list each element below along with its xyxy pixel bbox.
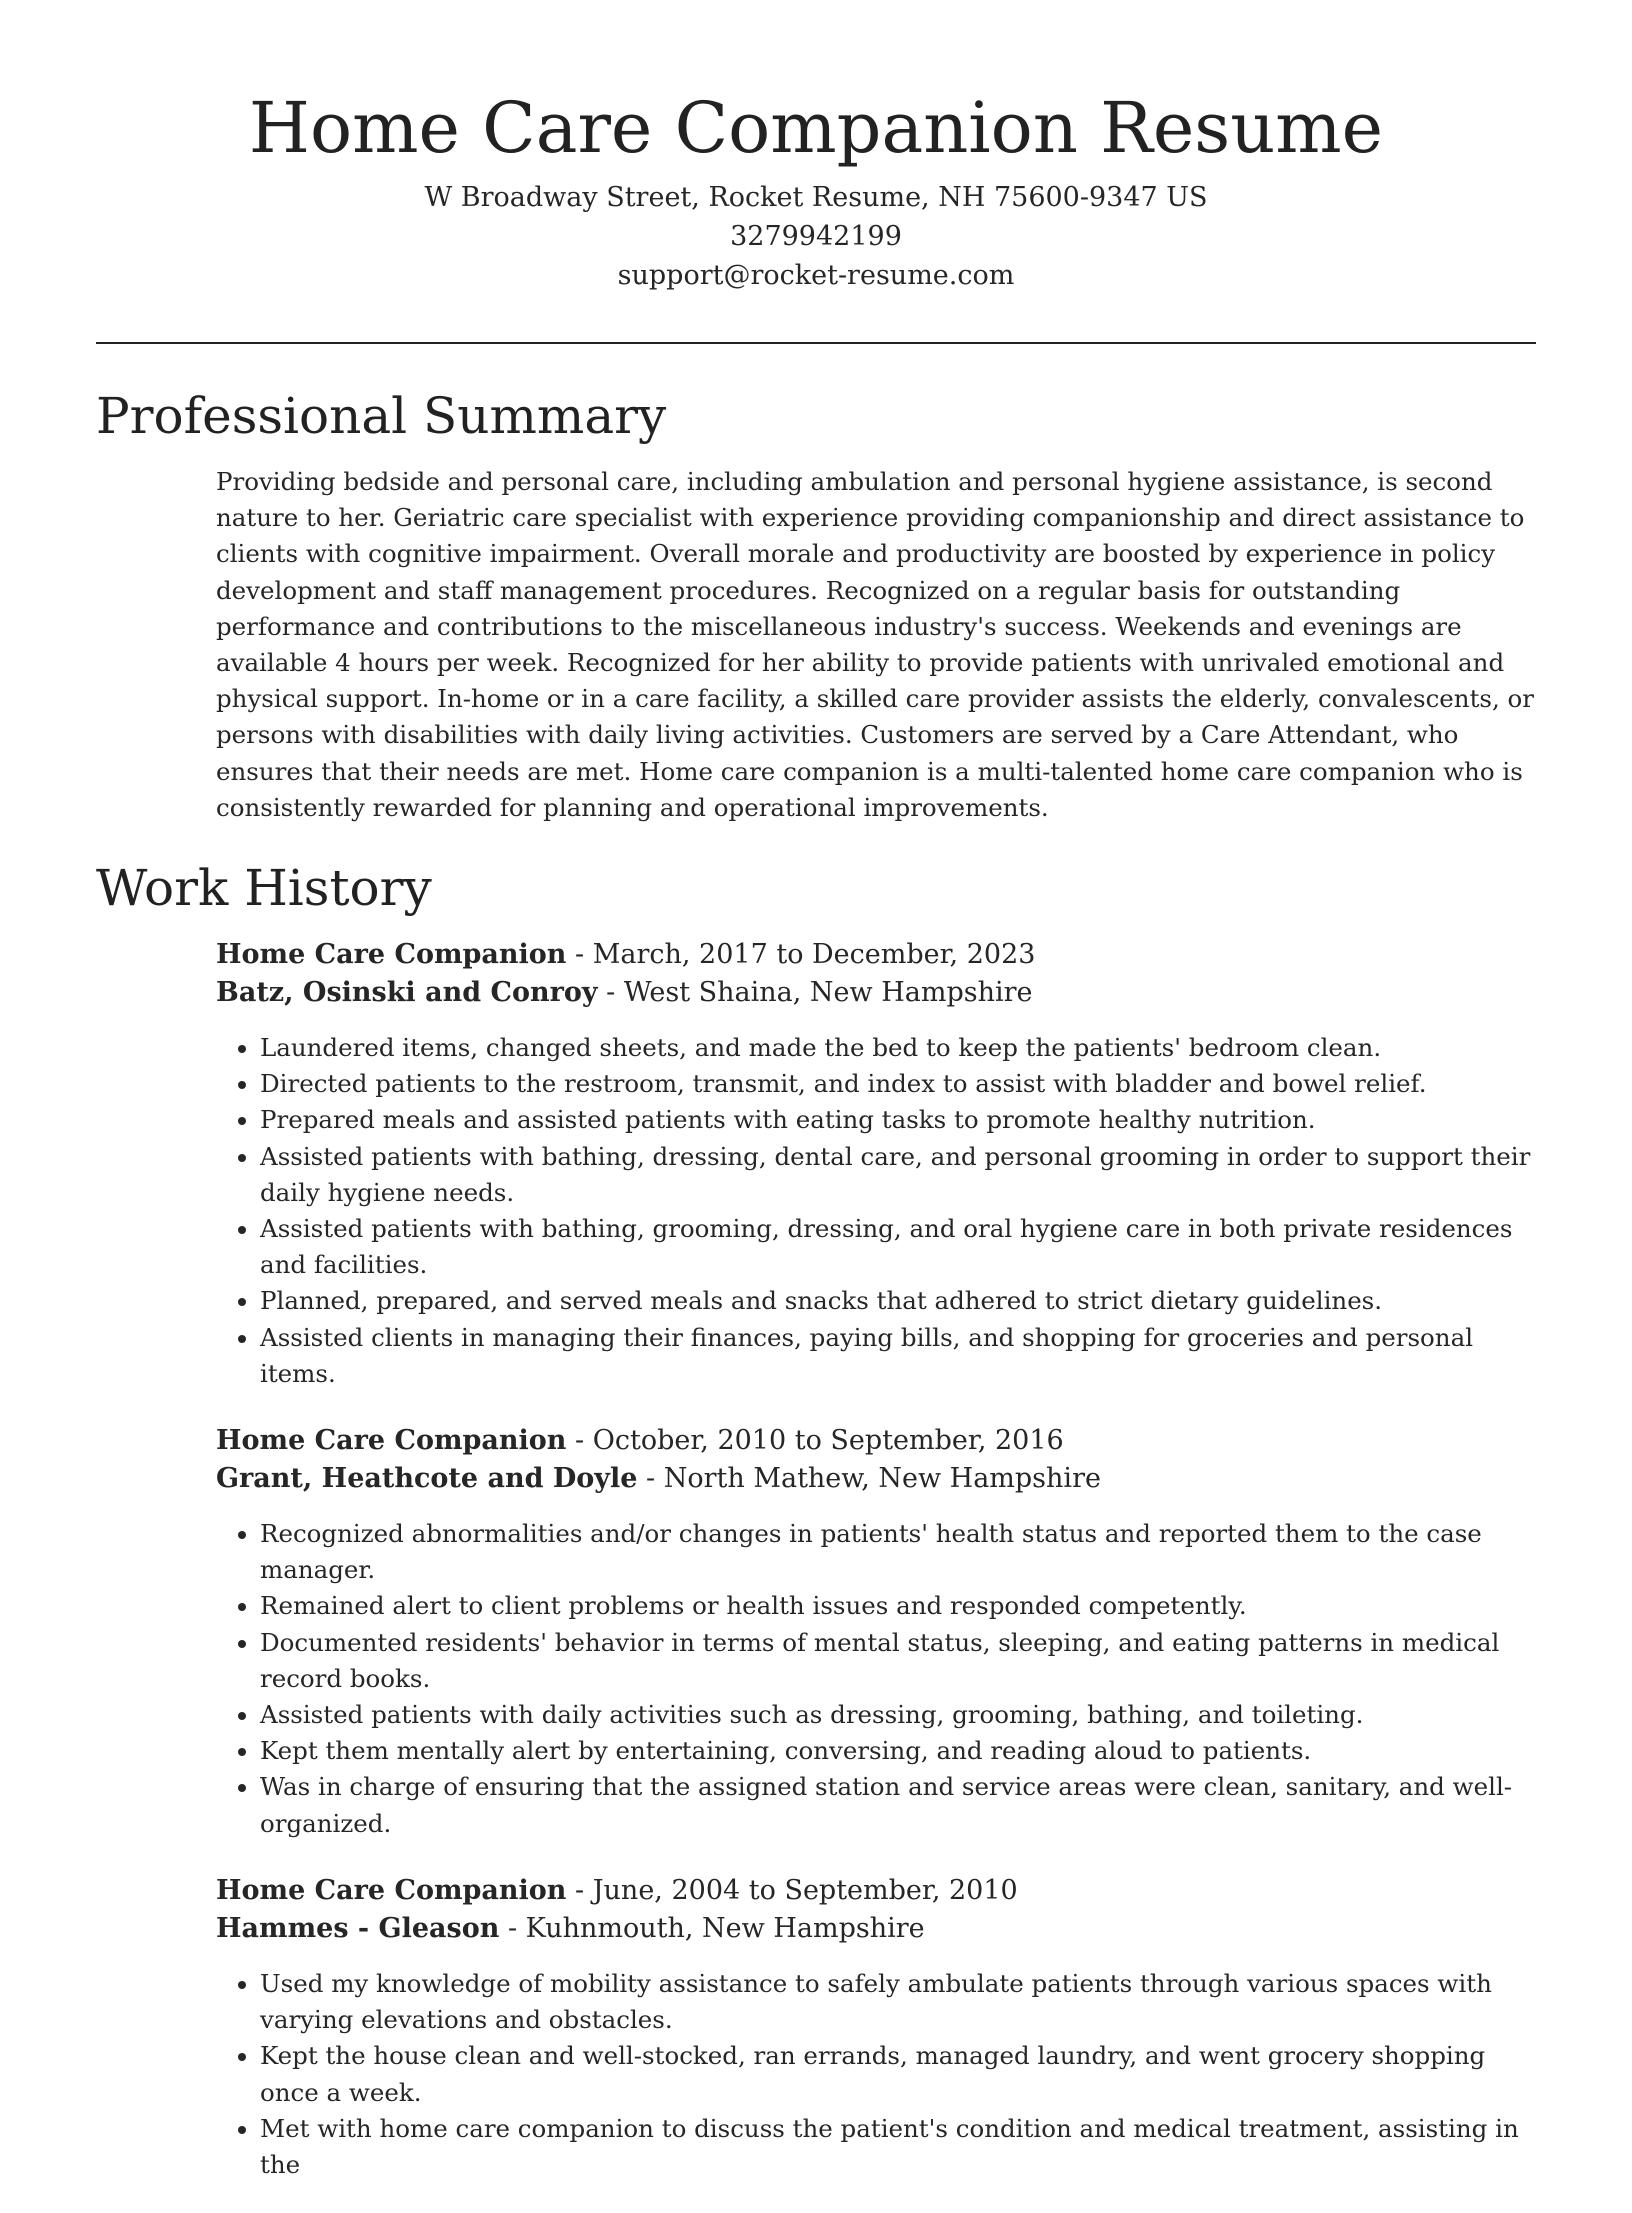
job-dates: June, 2004 to September, 2010	[592, 1874, 1018, 1906]
job-location: Kuhnmouth, New Hampshire	[525, 1912, 925, 1944]
list-item: • Laundered items, changed sheets, and made the bed to keep the patients' bedroom clean.	[260, 1030, 1536, 1066]
job-separator: -	[637, 1463, 664, 1495]
summary-heading: Professional Summary	[96, 387, 667, 445]
list-item: • Assisted patients with bathing, dressing, dental care, and personal grooming in order to support their daily hygiene needs.	[260, 1139, 1536, 1211]
work-history-body	[216, 936, 1536, 2183]
header-divider	[96, 342, 1536, 344]
list-item: • Documented residents' behavior in terms of mental status, sleeping, and eating patterns in medical record books.	[260, 1625, 1536, 1697]
list-item: • Was in charge of ensuring that the assigned station and service areas were clean, sanitary, and well-organized.	[260, 1769, 1536, 1841]
job-location: North Mathew, New Hampshire	[663, 1463, 1101, 1495]
job-duties-list	[216, 1966, 1536, 2183]
list-item: • Prepared meals and assisted patients with eating tasks to promote healthy nutrition.	[260, 1102, 1536, 1138]
list-item: • Assisted patients with bathing, grooming, dressing, and oral hygiene care in both private residences and facilities.	[260, 1211, 1536, 1283]
job-entry	[216, 936, 1536, 1392]
page-title: Home Care Companion Resume	[248, 87, 1384, 169]
work-history-heading: Work History	[96, 859, 432, 918]
list-item: • Kept them mentally alert by entertaining, conversing, and reading aloud to patients.	[260, 1733, 1536, 1769]
list-item: • Recognized abnormalities and/or changes in patients' health status and reported them to the case manager.	[260, 1516, 1536, 1588]
job-dates: October, 2010 to September, 2016	[592, 1425, 1064, 1457]
job-title: Home Care Companion	[216, 939, 567, 971]
job-company-line	[216, 1910, 1536, 1948]
list-item: • Used my knowledge of mobility assistance to safely ambulate patients through various spaces with varying elevations and obstacles.	[260, 1966, 1536, 2038]
list-item: • Assisted clients in managing their finances, paying bills, and shopping for groceries and personal items.	[260, 1320, 1536, 1392]
job-entry	[216, 1422, 1536, 1842]
phone-text: 3279942199	[730, 221, 902, 252]
list-item: • Kept the house clean and well-stocked, ran errands, managed laundry, and went grocery shopping once a week.	[260, 2038, 1536, 2110]
job-dates: March, 2017 to December, 2023	[592, 939, 1036, 971]
job-company: Grant, Heathcote and Doyle	[216, 1463, 638, 1495]
job-duties-list	[216, 1030, 1536, 1392]
list-item: • Directed patients to the restroom, transmit, and index to assist with bladder and bowel relief.	[260, 1066, 1536, 1102]
work-history-section	[96, 852, 1536, 2183]
job-duties-list	[216, 1516, 1536, 1842]
job-separator: -	[566, 1425, 593, 1457]
job-company-line	[216, 974, 1536, 1012]
job-title: Home Care Companion	[216, 1425, 567, 1457]
list-item: • Assisted patients with daily activities such as dressing, grooming, bathing, and toileting.	[260, 1697, 1536, 1733]
job-location: West Shaina, New Hampshire	[623, 977, 1033, 1009]
job-separator: -	[566, 1874, 593, 1906]
summary-body	[216, 464, 1536, 826]
job-separator: -	[499, 1912, 526, 1944]
list-item: • Planned, prepared, and served meals and snacks that adhered to strict dietary guidelines.	[260, 1283, 1536, 1319]
job-title: Home Care Companion	[216, 1874, 567, 1906]
email-text: support@rocket-resume.com	[617, 260, 1015, 291]
job-title-line	[216, 1422, 1536, 1460]
address-text: W Broadway Street, Rocket Resume, NH 75600-9347 US	[424, 182, 1208, 213]
summary-section	[96, 380, 1536, 826]
list-item: • Remained alert to client problems or health issues and responded competently.	[260, 1588, 1536, 1624]
contact-info	[96, 178, 1536, 295]
job-title-line	[216, 936, 1536, 974]
job-title-line	[216, 1872, 1536, 1910]
job-entry	[216, 1872, 1536, 2183]
list-item: • Met with home care companion to discuss the patient's condition and medical treatment, assisting in the	[260, 2111, 1536, 2183]
resume-content	[96, 380, 1536, 2213]
summary-text: Providing bedside and personal care, including ambulation and personal hygiene assistance, is second nature to her. Geriatric care specialist with experience providing companionship and direct assistance to clients with cognitive impairment. Overall morale and productivity are boosted by experience in policy development and staff management procedures. Recognized on a regular basis for outstanding performance and contributions to the miscellaneous industry's success. Weekends and evenings are available 4 hours per week. Recognized for her ability to provide patients with unrivaled emotional and physical support. In-home or in a care facility, a skilled care provider assists the elderly, convalescents, or persons with disabilities with daily living activities. Customers are served by a Care Attendant, who ensures that their needs are met. Home care companion is a multi-talented home care companion who is consistently rewarded for planning and operational improvements.	[216, 467, 1535, 822]
job-separator: -	[566, 939, 593, 971]
job-company-line	[216, 1460, 1536, 1498]
resume-header	[96, 86, 1536, 295]
job-company: Batz, Osinski and Conroy	[216, 977, 598, 1009]
job-company: Hammes - Gleason	[216, 1912, 500, 1944]
job-separator: -	[597, 977, 624, 1009]
